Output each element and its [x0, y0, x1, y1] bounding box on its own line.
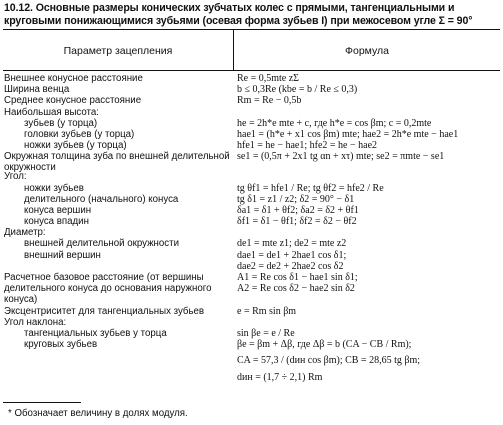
table-row: [0, 129, 503, 140]
formula-cell: Re = 0,5mte zΣ: [237, 73, 300, 84]
table-row: [0, 261, 503, 272]
formula-cell: b ≤ 0,3Re (kbe = b / Re ≤ 0,3): [237, 84, 358, 96]
param-cell: головки зубьев (у торца): [24, 128, 135, 140]
formula-cell: hae1 = (h*e + x1 cos βm) mte; hae2 = 2h*e mte − hae1: [237, 128, 459, 140]
formula-cell: βe = βm + Δβ, где Δβ = b (CA − CB / Rm);: [237, 339, 412, 351]
table-row: [0, 238, 503, 249]
param-cell: тангенциальных зубьев у торца: [24, 327, 167, 339]
table-row: [0, 171, 503, 182]
formula-cell: δf1 = δ1 − θf1; δf2 = δ2 − θf2: [237, 216, 357, 228]
table-row: [0, 140, 503, 151]
param-cell: Угол наклона:: [4, 316, 67, 328]
param-cell: Расчетное базовое расстояние (от вершины: [4, 272, 204, 283]
table-row: [0, 283, 503, 294]
formula-cell: e = Rm sin βm: [237, 305, 297, 317]
param-cell: Среднее конусное расстояние: [4, 95, 142, 107]
param-cell: конуса): [4, 294, 38, 306]
table-row: [0, 339, 503, 350]
param-cell: Ширина венца: [4, 84, 70, 96]
formula-cell: de1 = mte z1; de2 = mte z2: [237, 238, 347, 250]
table-row: [0, 294, 503, 305]
table-row: [0, 95, 503, 106]
table-row: [0, 151, 503, 174]
param-cell: конуса вершин: [24, 204, 92, 216]
param-cell: ножки зубьев: [24, 182, 84, 194]
table-row: [0, 73, 503, 84]
formula-cell: dae2 = de2 + 2hae2 cos δ2: [237, 260, 344, 272]
table-body: [0, 73, 503, 384]
param-cell: Диаметр:: [4, 227, 46, 239]
table-row: [0, 250, 503, 261]
param-cell: Эксцентриситет для тангенциальных зубьев: [4, 305, 205, 317]
formula-cell: A1 = Re cos δ1 − hae1 sin δ1;: [237, 272, 358, 283]
table-row: [0, 205, 503, 216]
footnote: * Обозначает величину в долях модуля.: [8, 408, 188, 419]
table-row: [0, 216, 503, 227]
param-cell: круговых зубьев: [24, 339, 98, 351]
param-cell: конуса впадин: [24, 216, 89, 228]
param-cell: зубьев (у торца): [24, 117, 98, 129]
header-bottom-rule: [3, 70, 500, 71]
table-row: [0, 84, 503, 95]
param-cell: внешний вершин: [24, 249, 101, 261]
formula-cell: he = 2h*e mte + c, где h*e = cos βm; c = 0,2mte: [237, 117, 432, 129]
table-row: [0, 306, 503, 317]
formula-cell: CA = 57,3 / (dин cos βm); CB = 28,65 tg βm;: [237, 355, 420, 367]
formula-cell: se1 = (0,5π + 2x1 tg αn + xτ) mte; se2 = πmte − se1: [237, 151, 445, 163]
param-cell: внешней делительной окружности: [24, 238, 179, 250]
footnote-rule: [3, 402, 81, 403]
table-row: [0, 194, 503, 205]
formula-cell: A2 = Re cos δ2 − hae2 sin δ2: [237, 283, 355, 295]
table-row: [0, 272, 503, 283]
formula-cell: Rm = Re − 0,5b: [237, 95, 302, 107]
table-row: [0, 183, 503, 194]
table-row: [0, 107, 503, 118]
table-row: [0, 227, 503, 238]
formula-cell: dин = (1,7 ÷ 2,1) Rm: [237, 372, 323, 384]
table-row: [0, 317, 503, 328]
param-cell: Наибольшая высота:: [4, 106, 99, 118]
formula-cell: tg θf1 = hfe1 / Re; tg θf2 = hfe2 / Re: [237, 182, 384, 194]
param-cell: Угол:: [4, 171, 27, 183]
table-row: [0, 372, 503, 383]
param-cell: делительного (начального) конуса: [24, 193, 179, 205]
param-cell: делительного конуса до основания наружного: [4, 283, 212, 295]
param-cell: ножки зубьев (у торца): [24, 140, 127, 152]
column-header-param: Параметр зацепления: [63, 45, 173, 57]
formula-cell: δa1 = δ1 + θf2; δa2 = δ2 + θf1: [237, 204, 359, 216]
table-row: [0, 118, 503, 129]
formula-cell: sin βe = e / Re: [237, 327, 295, 339]
formula-cell: tg δ1 = z1 / z2; δ2 = 90° − δ1: [237, 193, 355, 205]
formula-cell: dae1 = de1 + 2hae1 cos δ1;: [237, 249, 347, 261]
table-row: [0, 328, 503, 339]
formula-cell: hfe1 = he − hae1; hfe2 = he − hae2: [237, 140, 378, 152]
column-header-formula: Формула: [345, 45, 389, 57]
param-cell: Окружная толщина зуба по внешней делительной окружности: [4, 151, 230, 174]
table-title: 10.12. Основные размеры конических зубчатых колес с прямыми, тангенциальными и круговыми понижающимися зубьями (осевая форма зубьев I) при межосевом угле Σ = 90°: [4, 2, 473, 27]
header-top-rule: [3, 29, 500, 30]
param-cell: Внешнее конусное расстояние: [4, 73, 143, 84]
table-row: [0, 350, 503, 372]
